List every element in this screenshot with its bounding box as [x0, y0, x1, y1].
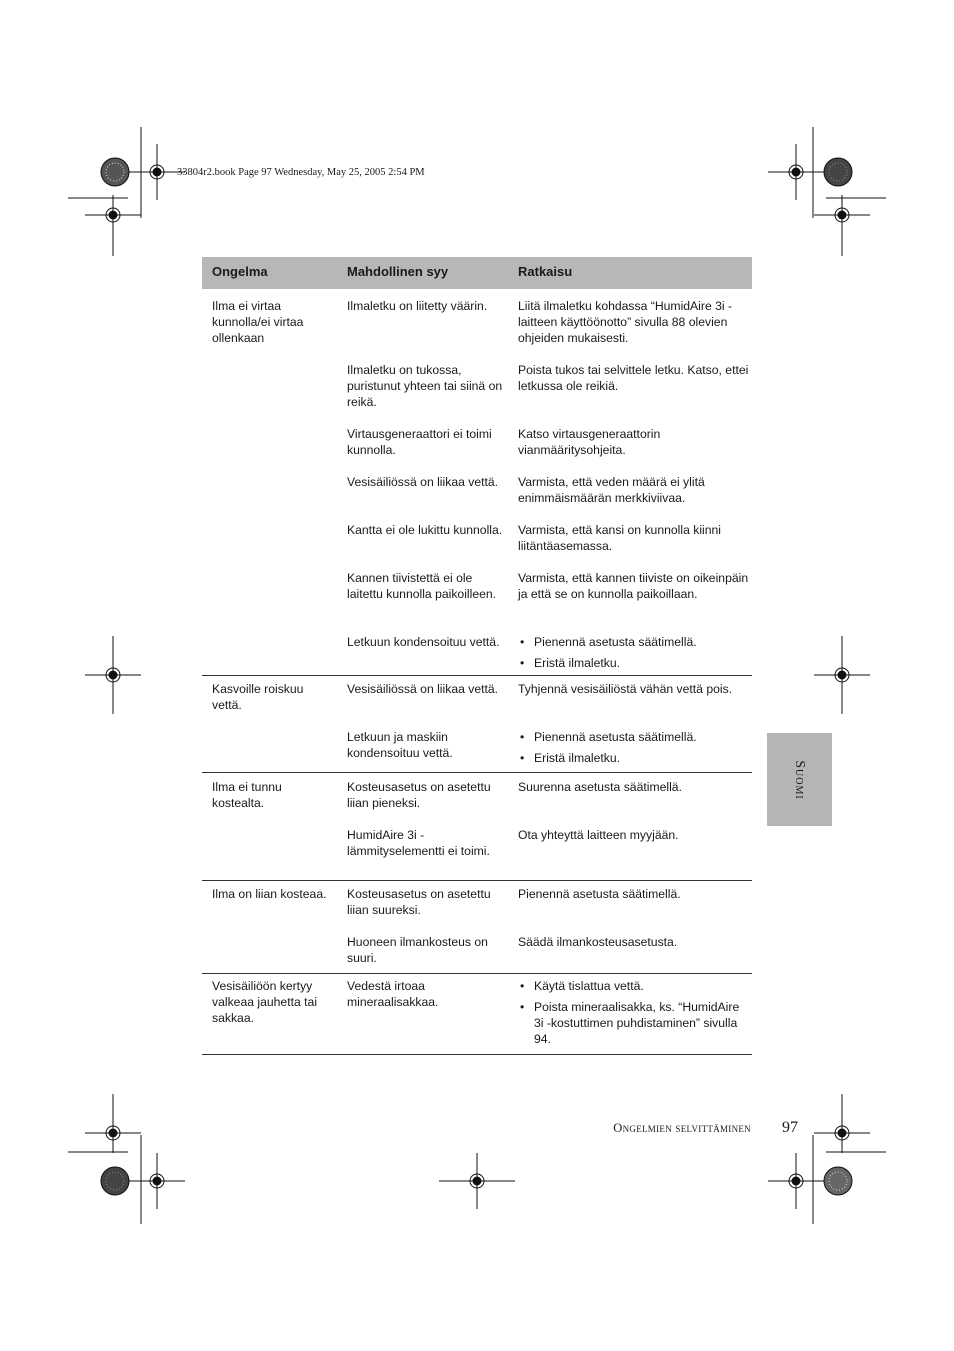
solution-cell: Varmista, että kannen tiiviste on oikeinpäin ja että se on kunnolla paikoillaan. [518, 571, 749, 601]
cause-cell: Vesisäiliössä on liikaa vettä. [347, 682, 499, 696]
column-header-cause: Mahdollinen syy [347, 264, 449, 279]
cause-cell: Virtausgeneraattori ei toimi kunnolla. [347, 427, 492, 457]
footer-section-title: Ongelmien selvittäminen [613, 1121, 751, 1135]
problem-cell: Ilma on liian kosteaa. [212, 887, 327, 901]
solution-cell: Suurenna asetusta säätimellä. [518, 780, 682, 794]
solution-cell: Tyhjennä vesisäiliöstä vähän vettä pois. [518, 682, 733, 696]
cause-cell: Ilmaletku on tukossa, puristunut yhteen tai siinä on reikä. [347, 363, 503, 409]
solution-cell: Varmista, että kansi on kunnolla kiinni liitäntäasemassa. [518, 523, 722, 553]
cause-cell: Ilmaletku on liitetty väärin. [347, 299, 488, 313]
bullet-item: • Pienennä asetusta säätimellä. [518, 634, 750, 650]
column-header-problem: Ongelma [212, 264, 268, 279]
solution-cell [518, 634, 750, 676]
cause-cell: Kosteusasetus on asetettu liian suureksi. [347, 887, 491, 917]
solution-cell: Katso virtausgeneraattorin vianmääritysohjeita. [518, 427, 661, 457]
solution-cell [518, 729, 750, 771]
bullet-item: • Poista mineraalisakka, ks. “HumidAire 3i -kostuttimen puhdistaminen” sivulla 94. [518, 999, 750, 1047]
problem-cell: Vesisäiliöön kertyy valkeaa jauhetta tai sakkaa. [212, 979, 318, 1025]
page-number: 97 [782, 1119, 798, 1136]
cause-cell: Kantta ei ole lukittu kunnolla. [347, 523, 503, 537]
cause-cell: Kosteusasetus on asetettu liian pieneksi. [347, 780, 491, 810]
solution-cell: Poista tukos tai selvittele letku. Katso, ettei letkussa ole reikiä. [518, 363, 749, 393]
cause-cell: Kannen tiivistettä ei ole laitettu kunnolla paikoilleen. [347, 571, 497, 601]
solution-cell [518, 978, 750, 1052]
table-group [202, 974, 752, 1055]
table-group [202, 289, 752, 676]
solution-cell: Säädä ilmankosteusasetusta. [518, 935, 678, 949]
solution-cell: Liitä ilmaletku kohdassa “HumidAire 3i -laitteen käyttöönotto” sivulla 88 olevien ohjeiden mukaisesti. [518, 299, 733, 345]
problem-cell: Kasvoille roiskuu vettä. [212, 682, 304, 712]
language-tab-label: Suomi [792, 760, 807, 800]
bullet-item: • Eristä ilmaletku. [518, 655, 750, 671]
cause-cell: Letkuun ja maskiin kondensoituu vettä. [347, 730, 453, 760]
solution-cell: Ota yhteyttä laitteen myyjään. [518, 828, 679, 842]
problem-cell: Ilma ei virtaa kunnolla/ei virtaa ollenkaan [212, 299, 304, 345]
cause-cell: Huoneen ilmankosteus on suuri. [347, 935, 488, 965]
problem-cell: Ilma ei tunnu kostealta. [212, 780, 282, 810]
table-header [202, 257, 752, 289]
bullet-item: • Käytä tislattua vettä. [518, 978, 750, 994]
table-group [202, 773, 752, 881]
print-header: 33804r2.book Page 97 Wednesday, May 25, 2005 2:54 PM [177, 167, 425, 178]
table-group [202, 676, 752, 773]
cause-cell: HumidAire 3i -lämmityselementti ei toimi. [347, 828, 490, 858]
column-header-solution: Ratkaisu [518, 264, 573, 279]
troubleshooting-table [202, 257, 752, 1055]
solution-cell: Pienennä asetusta säätimellä. [518, 887, 681, 901]
bullet-item: • Pienennä asetusta säätimellä. [518, 729, 750, 745]
cause-cell: Letkuun kondensoituu vettä. [347, 635, 500, 649]
solution-cell: Varmista, että veden määrä ei ylitä enimmäismäärän merkkiviivaa. [518, 475, 705, 505]
bullet-item: • Eristä ilmaletku. [518, 750, 750, 766]
cause-cell: Vedestä irtoaa mineraalisakkaa. [347, 979, 439, 1009]
cause-cell: Vesisäiliössä on liikaa vettä. [347, 475, 499, 489]
language-tab [767, 733, 832, 826]
table-group [202, 881, 752, 974]
